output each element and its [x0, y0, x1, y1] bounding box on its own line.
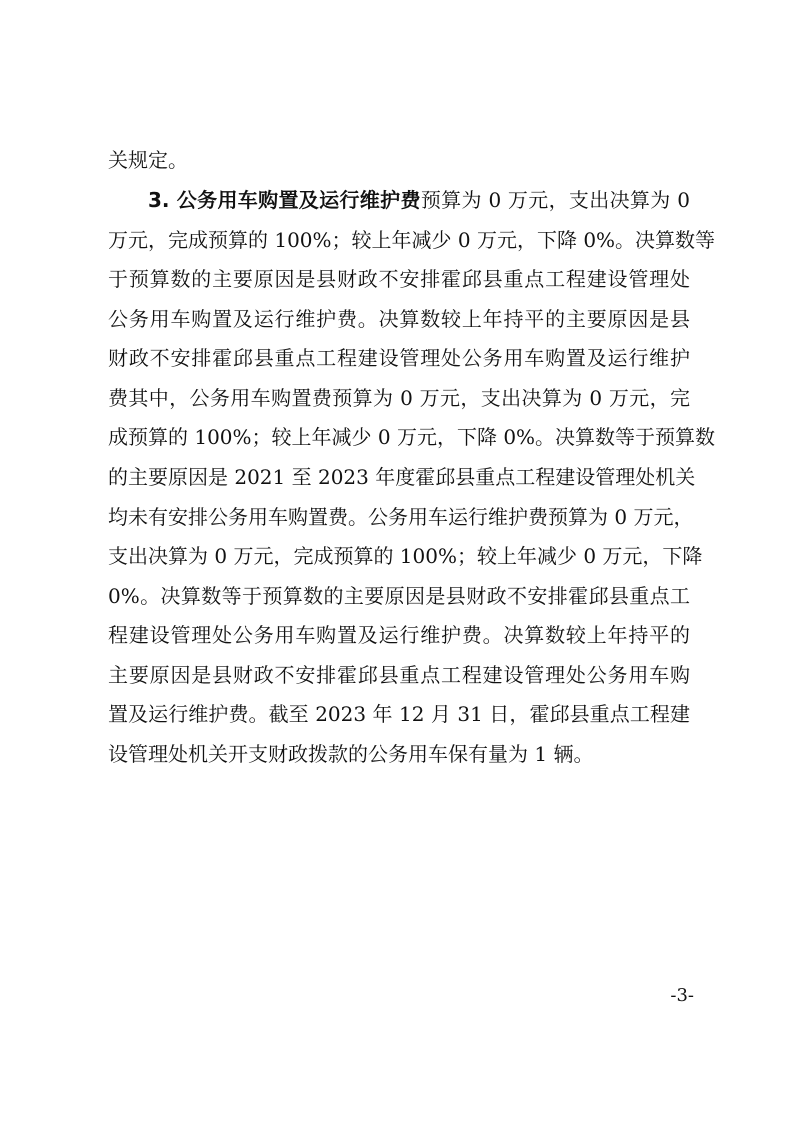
- text-line: 关规定。: [108, 148, 188, 172]
- text-line: 财政不安排霍邱县重点工程建设管理处公务用车购置及运行维护: [108, 346, 690, 370]
- text-line: 预算为 0 万元，支出决算为 0: [420, 188, 690, 212]
- section-heading-line: [148, 183, 690, 217]
- paragraph-continuation: [108, 143, 690, 177]
- text-line: 于预算数的主要原因是县财政不安排霍邱县重点工程建设管理处: [108, 267, 690, 291]
- text-line: 0%。决算数等于预算数的主要原因是县财政不安排霍邱县重点工: [108, 584, 690, 608]
- text-line: 成预算的 100%；较上年减少 0 万元，下降 0%。决算数等于预算数: [108, 425, 716, 449]
- text-line: 支出决算为 0 万元，完成预算的 100%；较上年减少 0 万元，下降: [108, 544, 703, 568]
- text-line: 均未有安排公务用车购置费。公务用车运行维护费预算为 0 万元，: [108, 505, 694, 529]
- text-line: 的主要原因是 2021 至 2023 年度霍邱县重点工程建设管理处机关: [108, 465, 696, 489]
- text-line: 万元，完成预算的 100%；较上年减少 0 万元，下降 0%。决算数等: [108, 228, 716, 252]
- text-line: 设管理处机关开支财政拨款的公务用车保有量为 1 辆。: [108, 742, 594, 766]
- text-line: 主要原因是县财政不安排霍邱县重点工程建设管理处公务用车购: [108, 663, 690, 687]
- text-line: 费其中，公务用车购置费预算为 0 万元，支出决算为 0 万元，完: [108, 386, 690, 410]
- text-line: 公务用车购置及运行维护费。决算数较上年持平的主要原因是县: [108, 307, 690, 331]
- page-number: -3-: [670, 985, 694, 1006]
- text-line: 置及运行维护费。截至 2023 年 12 月 31 日，霍邱县重点工程建: [108, 702, 690, 726]
- section-heading: 3. 公务用车购置及运行维护费: [148, 188, 421, 212]
- text-line: 程建设管理处公务用车购置及运行维护费。决算数较上年持平的: [108, 623, 690, 647]
